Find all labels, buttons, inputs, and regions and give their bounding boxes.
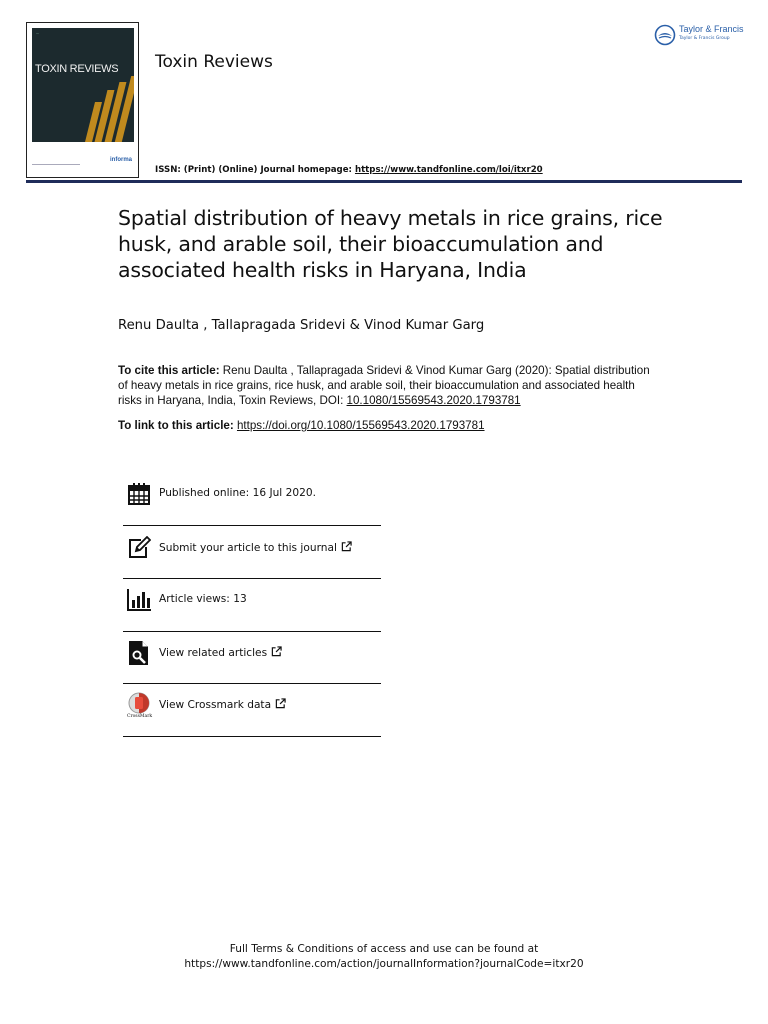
journal-homepage-link[interactable]: https://www.tandfonline.com/loi/itxr20	[354, 165, 543, 175]
taylor-francis-logo[interactable]	[654, 22, 750, 48]
external-link-icon	[275, 698, 286, 709]
header-rule	[26, 180, 742, 183]
published-online-text: Published online: 16 Jul 2020.	[159, 487, 316, 499]
divider	[123, 631, 381, 632]
divider	[123, 683, 381, 684]
cover-divider	[32, 164, 80, 165]
calendar-icon	[127, 482, 151, 506]
citation-text: Renu Daulta , Tallapragada Sridevi & Vinod Kumar Garg (2020): Spatial distribution of heavy metals in rice grains, rice husk, and arable soil, their bioaccumulation and associated health risks in Haryana, India, Toxin Reviews, DOI:	[118, 364, 650, 408]
related-articles-label	[159, 646, 282, 659]
related-articles-item[interactable]	[123, 641, 381, 681]
submit-article-label	[159, 541, 352, 554]
bar-chart-icon	[127, 588, 151, 612]
footer-terms	[0, 942, 768, 972]
crossmark-text: View Crossmark data	[159, 699, 272, 711]
divider	[123, 736, 381, 737]
citation-doi-link[interactable]: 10.1080/15569543.2020.1793781	[346, 394, 521, 408]
external-link-icon	[341, 541, 352, 552]
issn-text: ISSN: (Print) (Online) Journal homepage:	[155, 165, 355, 175]
article-title: Spatial distribution of heavy metals in rice grains, rice husk, and arable soil, their bioaccumulation and associated health risks in Haryana, India	[118, 206, 663, 282]
article-views-item	[123, 588, 381, 628]
article-views-text: Article views: 13	[159, 593, 247, 605]
crossmark-item[interactable]	[123, 693, 381, 733]
citation-label: To cite this article:	[118, 364, 220, 377]
article-link-row	[118, 419, 485, 432]
submit-article-item[interactable]	[123, 536, 381, 576]
footer-terms-link[interactable]: https://www.tandfonline.com/action/journalInformation?journalCode=itxr20	[184, 958, 584, 970]
cover-publisher-logo: informa	[110, 157, 133, 163]
taylor-francis-logo-icon	[654, 24, 676, 46]
submit-article-text: Submit your article to this journal	[159, 542, 337, 554]
issn-line	[155, 165, 543, 175]
brand-name: Taylor & Francis	[679, 24, 744, 34]
related-articles-text: View related articles	[159, 647, 268, 659]
external-link-icon	[271, 646, 282, 657]
article-doi-link[interactable]: https://doi.org/10.1080/15569543.2020.1793781	[236, 419, 485, 432]
crossmark-label	[159, 698, 286, 711]
crossmark-logo-text: CrossMark	[127, 714, 153, 719]
divider	[123, 578, 381, 579]
journal-cover-image	[32, 28, 134, 142]
footer-line-1: Full Terms & Conditions of access and use can be found at	[229, 943, 539, 955]
brand-subtitle: Taylor & Francis Group	[679, 36, 730, 41]
article-authors: Renu Daulta , Tallapragada Sridevi & Vinod Kumar Garg	[118, 318, 485, 333]
cover-top-mark: —	[36, 31, 40, 35]
journal-title: Toxin Reviews	[155, 52, 273, 72]
cover-title: TOXIN REVIEWS	[35, 63, 119, 75]
edit-icon	[127, 536, 151, 560]
divider	[123, 525, 381, 526]
published-online-item	[123, 482, 381, 522]
link-label: To link to this article:	[118, 419, 237, 432]
citation-block	[118, 363, 658, 409]
document-search-icon	[127, 641, 151, 665]
